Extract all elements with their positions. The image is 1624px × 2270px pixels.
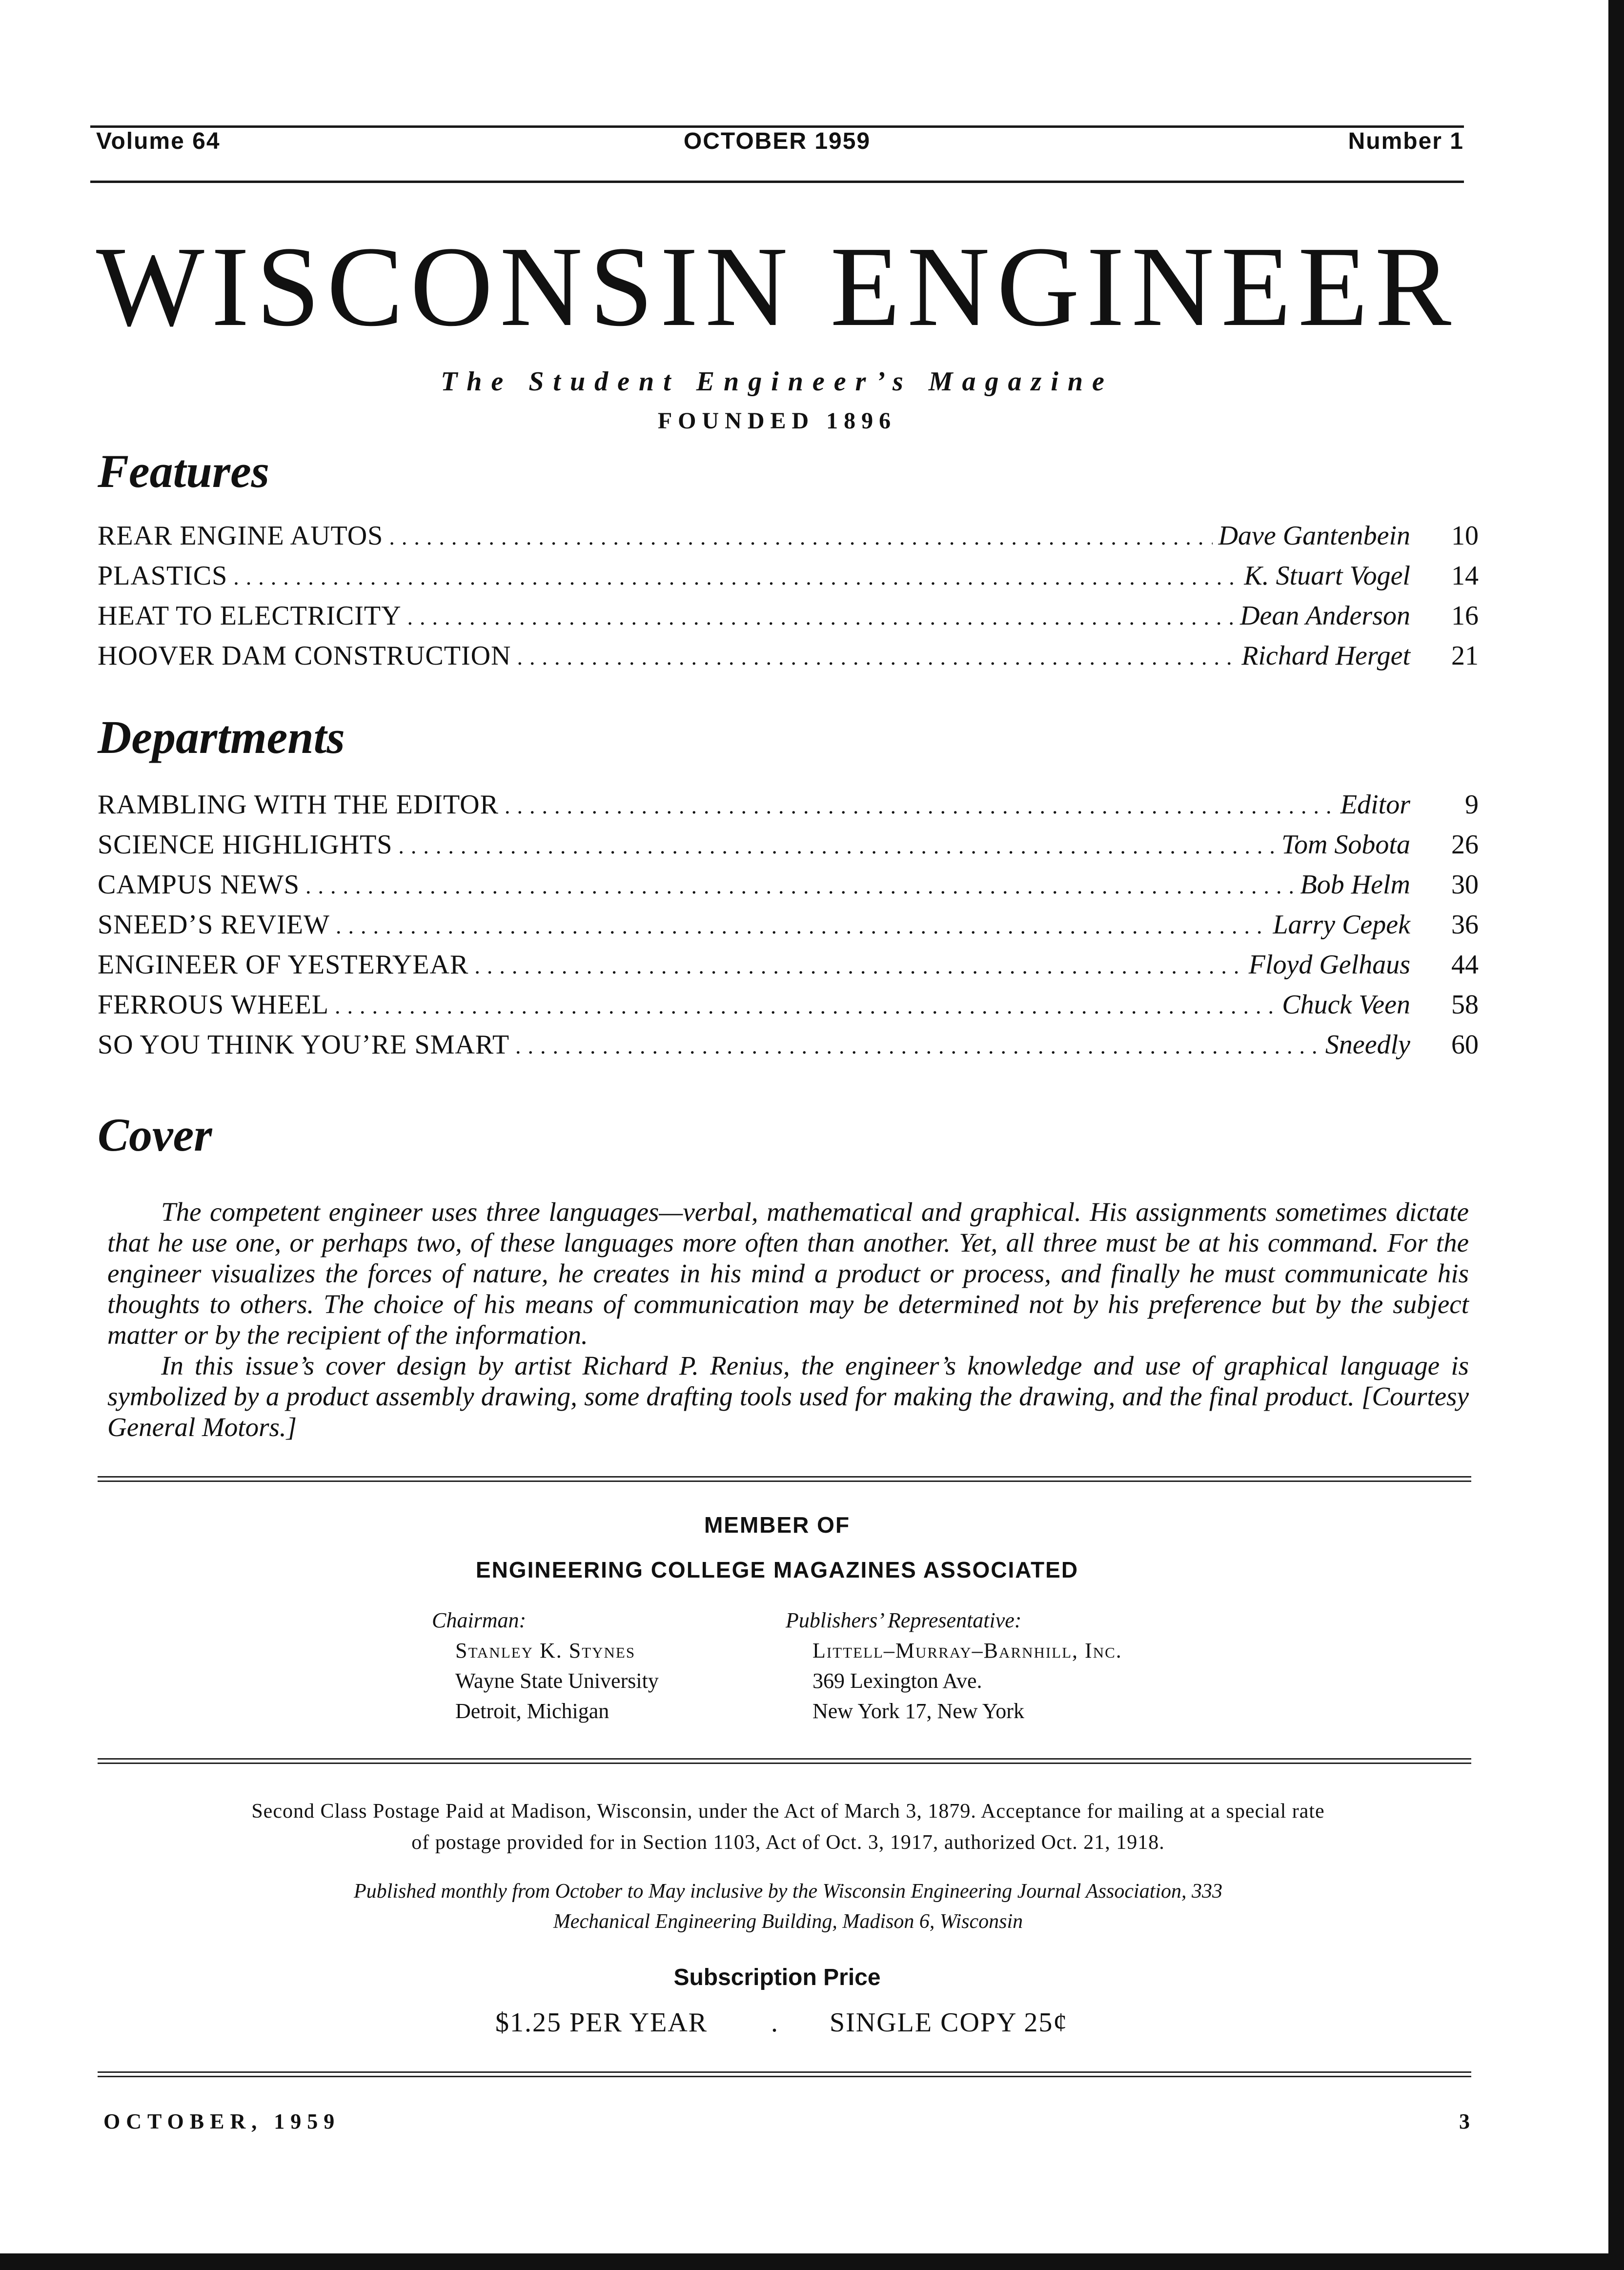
entry-title: HOOVER DAM CONSTRUCTION bbox=[98, 641, 511, 671]
publication-line: Mechanical Engineering Building, Madison 6, Wisconsin bbox=[553, 1910, 1023, 1933]
postage-notice bbox=[98, 1796, 1479, 1858]
chairman-location: Detroit, Michigan bbox=[455, 1699, 609, 1723]
dot-leader bbox=[474, 953, 1242, 979]
scan-edge-bottom bbox=[0, 2253, 1624, 2270]
features-heading: Features bbox=[98, 445, 270, 497]
postage-line: of postage provided for in Section 1103, Act of Oct. 3, 1917, authorized Oct. 21, 1918. bbox=[411, 1831, 1165, 1854]
entry-title: SNEED’S REVIEW bbox=[98, 910, 330, 940]
entry-title: SO YOU THINK YOU’RE SMART bbox=[98, 1030, 510, 1060]
entry-title: HEAT TO ELECTRICITY bbox=[98, 601, 402, 631]
features-list bbox=[98, 520, 1479, 680]
entry-author: Dave Gantenbein bbox=[1218, 521, 1410, 551]
entry-author: Editor bbox=[1340, 790, 1410, 820]
issue-date: OCTOBER 1959 bbox=[683, 128, 871, 154]
divider-double-rule bbox=[98, 2071, 1471, 2077]
entry-title: SCIENCE HIGHLIGHTS bbox=[98, 830, 393, 860]
dot-leader bbox=[305, 873, 1295, 899]
price-separator: . bbox=[771, 2007, 779, 2038]
founded-line: FOUNDED 1896 bbox=[657, 408, 897, 434]
masthead bbox=[90, 128, 1464, 156]
dot-leader bbox=[336, 913, 1267, 939]
masthead-bottom-rule bbox=[90, 181, 1464, 183]
toc-entry bbox=[98, 640, 1479, 680]
representative-city: New York 17, New York bbox=[812, 1699, 1024, 1723]
entry-page: 14 bbox=[1451, 561, 1479, 591]
magazine-subtitle: The Student Engineer’s Magazine bbox=[441, 366, 1114, 397]
entry-page: 30 bbox=[1451, 870, 1479, 900]
dot-leader bbox=[515, 1033, 1320, 1059]
entry-title: FERROUS WHEEL bbox=[98, 990, 329, 1020]
entry-author: K. Stuart Vogel bbox=[1244, 561, 1410, 591]
entry-author: Larry Cepek bbox=[1273, 910, 1410, 940]
association-name: ENGINEERING COLLEGE MAGAZINES ASSOCIATED bbox=[475, 1557, 1079, 1582]
issue-number: Number 1 bbox=[1348, 128, 1464, 154]
dot-leader bbox=[398, 833, 1276, 859]
entry-page: 44 bbox=[1451, 950, 1479, 980]
representative-block bbox=[786, 1605, 1122, 1726]
entry-page: 58 bbox=[1451, 990, 1479, 1020]
entry-title: REAR ENGINE AUTOS bbox=[98, 521, 384, 551]
price-single-copy: SINGLE COPY 25¢ bbox=[830, 2007, 1068, 2038]
entry-page: 26 bbox=[1451, 830, 1479, 860]
divider-double-rule bbox=[98, 1758, 1471, 1764]
toc-entry bbox=[98, 909, 1479, 949]
toc-entry bbox=[98, 520, 1479, 560]
dot-leader bbox=[505, 793, 1335, 819]
entry-page: 16 bbox=[1451, 601, 1479, 631]
toc-entry bbox=[98, 949, 1479, 989]
entry-author: Dean Anderson bbox=[1240, 601, 1410, 631]
divider-double-rule bbox=[98, 1476, 1471, 1482]
member-of-line: MEMBER OF bbox=[704, 1512, 851, 1538]
entry-author: Bob Helm bbox=[1300, 870, 1410, 900]
entry-author: Sneedly bbox=[1325, 1030, 1410, 1060]
toc-entry bbox=[98, 829, 1479, 869]
representative-label: Publishers’ Representative: bbox=[786, 1608, 1022, 1632]
entry-page: 9 bbox=[1465, 790, 1479, 820]
entry-page: 36 bbox=[1451, 910, 1479, 940]
toc-entry bbox=[98, 869, 1479, 909]
price-per-year: $1.25 PER YEAR bbox=[495, 2007, 708, 2038]
toc-entry bbox=[98, 1029, 1479, 1069]
dot-leader bbox=[233, 564, 1238, 590]
publication-notice bbox=[98, 1876, 1479, 1937]
entry-page: 60 bbox=[1451, 1030, 1479, 1060]
dot-leader bbox=[389, 524, 1212, 550]
entry-title: PLASTICS bbox=[98, 561, 228, 591]
cover-description bbox=[107, 1196, 1469, 1442]
entry-page: 10 bbox=[1451, 521, 1479, 551]
entry-author: Tom Sobota bbox=[1281, 830, 1410, 860]
publication-line: Published monthly from October to May inclusive by the Wisconsin Engineering Journal Association, 333 bbox=[353, 1880, 1223, 1903]
entry-author: Floyd Gelhaus bbox=[1248, 950, 1410, 980]
toc-entry bbox=[98, 560, 1479, 600]
toc-entry bbox=[98, 600, 1479, 640]
cover-heading: Cover bbox=[98, 1109, 212, 1161]
departments-list bbox=[98, 789, 1479, 1069]
chairman-block bbox=[432, 1605, 659, 1726]
cover-paragraph: In this issue’s cover design by artist Richard P. Renius, the engineer’s knowledge and use of graphical language is symbolized by a product assembly drawing, some drafting tools used for making the drawing, and the final product. [Courtesy General Motors.] bbox=[107, 1351, 1469, 1442]
dot-leader bbox=[335, 993, 1276, 1019]
dot-leader bbox=[517, 644, 1236, 670]
chairman-name: Stanley K. Stynes bbox=[455, 1639, 636, 1662]
departments-heading: Departments bbox=[98, 711, 345, 763]
magazine-title: WISCONSIN ENGINEER bbox=[96, 223, 1459, 350]
entry-title: CAMPUS NEWS bbox=[98, 870, 300, 900]
toc-entry bbox=[98, 789, 1479, 829]
dot-leader bbox=[407, 604, 1235, 630]
entry-title: RAMBLING WITH THE EDITOR bbox=[98, 790, 499, 820]
chairman-affiliation: Wayne State University bbox=[455, 1669, 659, 1693]
scan-edge-right bbox=[1608, 0, 1624, 2270]
volume-label: Volume 64 bbox=[96, 128, 221, 154]
chairman-label: Chairman: bbox=[432, 1608, 527, 1632]
toc-entry bbox=[98, 989, 1479, 1029]
representative-address: 369 Lexington Ave. bbox=[812, 1669, 982, 1693]
page-number: 3 bbox=[1459, 2109, 1470, 2133]
cover-paragraph: The competent engineer uses three languages—verbal, mathematical and graphical. His assignments sometimes dictate that he use one, or perhaps two, of these languages more often than another. Yet, all three must be at his command. For the engineer visualizes the forces of nature, he creates in his mind a product or process, and finally he must communicate his thoughts to others. The choice of his means of communication may be determined not by his preference but by the subject matter or by the recipient of the information. bbox=[107, 1197, 1469, 1350]
postage-line: Second Class Postage Paid at Madison, Wisconsin, under the Act of March 3, 1879. Acceptance for mailing at a special rate bbox=[251, 1800, 1325, 1823]
entry-author: Richard Herget bbox=[1241, 641, 1410, 671]
entry-author: Chuck Veen bbox=[1282, 990, 1410, 1020]
entry-title: ENGINEER OF YESTERYEAR bbox=[98, 950, 469, 980]
entry-page: 21 bbox=[1451, 641, 1479, 671]
footer-date: OCTOBER, 1959 bbox=[103, 2109, 341, 2133]
representative-name: Littell–Murray–Barnhill, Inc. bbox=[812, 1639, 1122, 1662]
subscription-heading: Subscription Price bbox=[673, 1965, 881, 1990]
